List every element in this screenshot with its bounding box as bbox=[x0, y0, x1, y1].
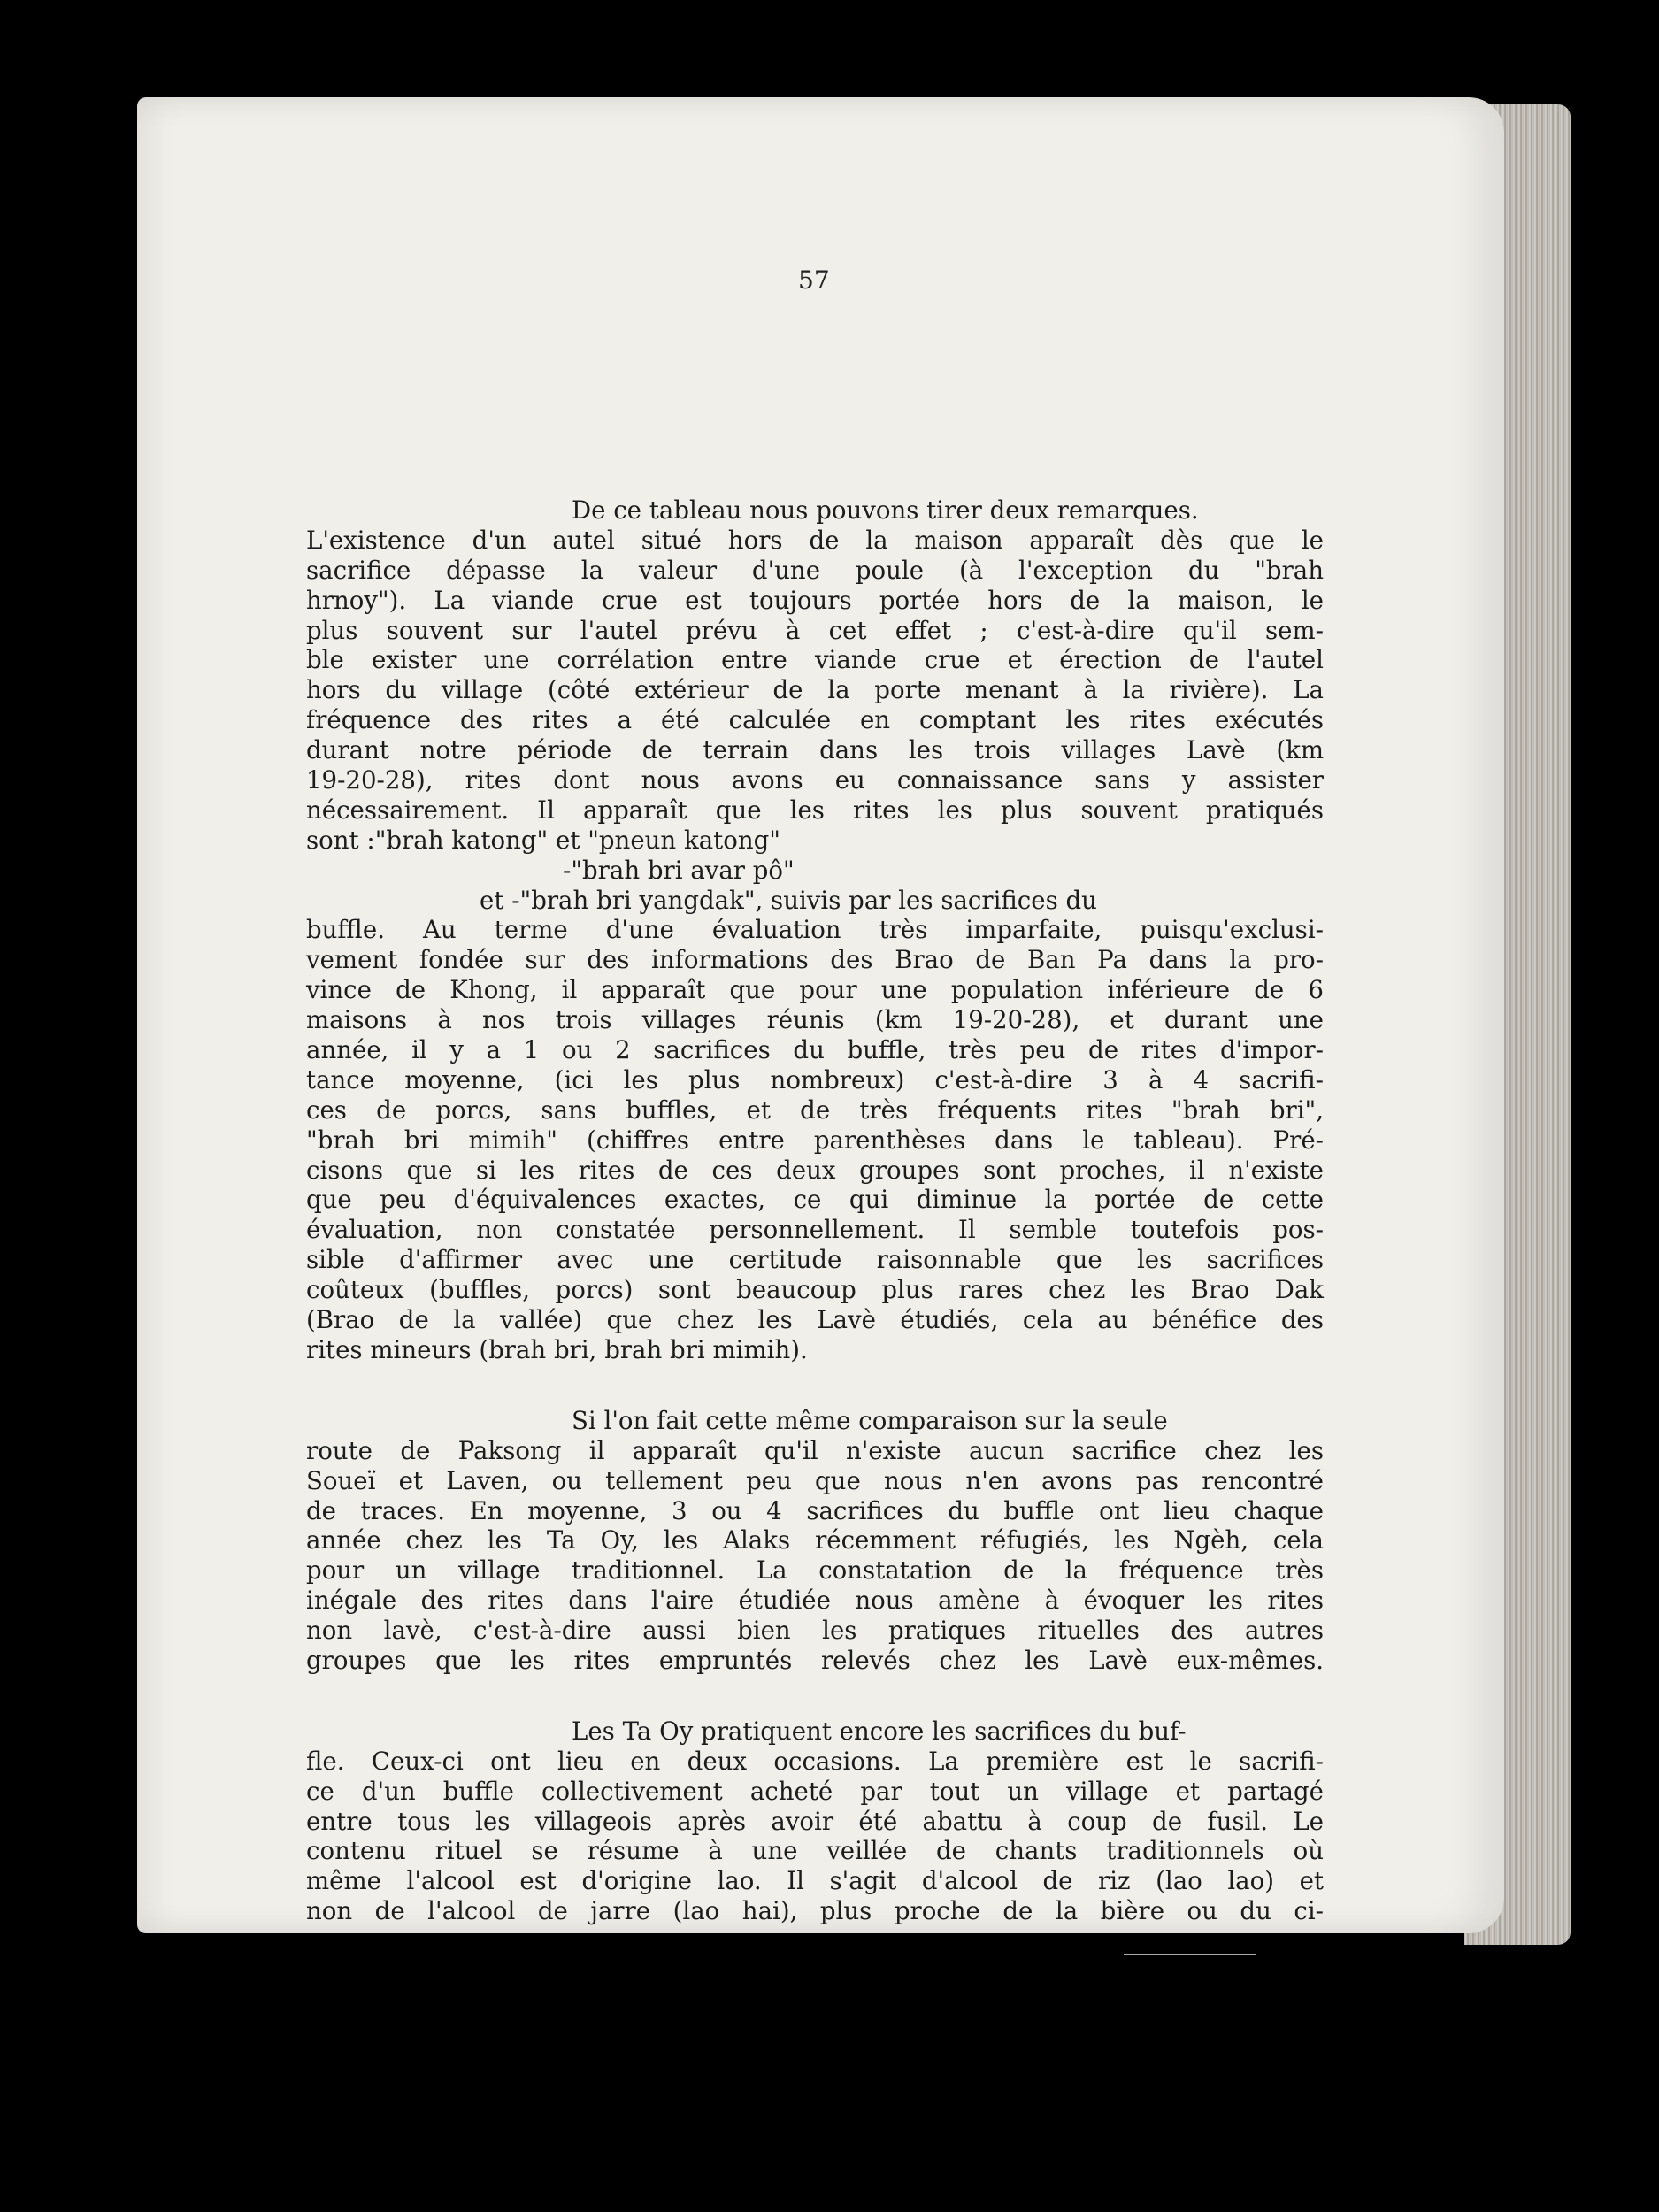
text-line: (Brao de la vallée) que chez les Lavè étudiés, cela au bénéfice des bbox=[306, 1305, 1324, 1335]
text-line: Soueï et Laven, ou tellement peu que nous n'en avons pas rencontré bbox=[306, 1465, 1324, 1495]
text-line: plus souvent sur l'autel prévu à cet effet ; c'est-à-dire qu'il sem- bbox=[306, 615, 1324, 645]
text-line: coûteux (buffles, porcs) sont beaucoup plus rares chez les Brao Dak bbox=[306, 1275, 1324, 1305]
text-line: vince de Khong, il apparaît que pour une population inférieure de 6 bbox=[306, 975, 1324, 1005]
text-line: non lavè, c'est-à-dire aussi bien les pratiques rituelles des autres bbox=[306, 1616, 1324, 1646]
paragraph-3 bbox=[306, 1717, 1324, 1926]
text-line: que peu d'équivalences exactes, ce qui diminue la portée de cette bbox=[306, 1185, 1324, 1215]
text-line: contenu rituel se résume à une veillée de chants traditionnels où bbox=[306, 1836, 1324, 1866]
text-line: non de l'alcool de jarre (lao hai), plus proche de la bière ou du ci- bbox=[306, 1896, 1324, 1926]
text-line: entre tous les villageois après avoir été abattu à coup de fusil. Le bbox=[306, 1806, 1324, 1836]
text-line: maisons à nos trois villages réunis (km 19-20-28), et durant une bbox=[306, 1005, 1324, 1035]
text-line: sible d'affirmer avec une certitude raisonnable que les sacrifices bbox=[306, 1245, 1324, 1275]
text-line: de traces. En moyenne, 3 ou 4 sacrifices du buffle ont lieu chaque bbox=[306, 1495, 1324, 1525]
text-line: hrnoy"). La viande crue est toujours portée hors de la maison, le bbox=[306, 585, 1324, 615]
text-line: Les Ta Oy pratiquent encore les sacrifices du buf- bbox=[572, 1716, 1187, 1746]
text-line: fréquence des rites a été calculée en comptant les rites exécutés bbox=[306, 705, 1324, 735]
text-line: sont :"brah katong" et "pneun katong" bbox=[306, 825, 780, 855]
text-line: année chez les Ta Oy, les Alaks récemment réfugiés, les Ngèh, cela bbox=[306, 1525, 1324, 1555]
paragraph-1 bbox=[306, 495, 1324, 1365]
text-line: route de Paksong il apparaît qu'il n'existe aucun sacrifice chez les bbox=[306, 1435, 1324, 1465]
paragraph-gap bbox=[306, 1676, 1324, 1717]
text-line: fle. Ceux-ci ont lieu en deux occasions. La première est le sacrifi- bbox=[306, 1746, 1324, 1776]
text-line: ce d'un buffle collectivement acheté par tout un village et partagé bbox=[306, 1776, 1324, 1806]
text-line: 19-20-28), rites dont nous avons eu connaissance sans y assister bbox=[306, 765, 1324, 795]
page-number: 57 bbox=[798, 265, 830, 295]
text-line: buffle. Au terme d'une évaluation très imparfaite, puisqu'exclusi- bbox=[306, 915, 1324, 945]
text-line: De ce tableau nous pouvons tirer deux remarques. bbox=[572, 495, 1199, 525]
text-line: évaluation, non constatée personnellement. Il semble toutefois pos- bbox=[306, 1215, 1324, 1245]
text-line: durant notre période de terrain dans les trois villages Lavè (km bbox=[306, 735, 1324, 765]
text-line: année, il y a 1 ou 2 sacrifices du buffle, très peu de rites d'impor- bbox=[306, 1035, 1324, 1065]
text-line: cisons que si les rites de ces deux groupes sont proches, il n'existe bbox=[306, 1155, 1324, 1185]
text-line: nécessairement. Il apparaît que les rites les plus souvent pratiqués bbox=[306, 795, 1324, 825]
text-line: ces de porcs, sans buffles, et de très fréquents rites "brah bri", bbox=[306, 1094, 1324, 1125]
text-line: tance moyenne, (ici les plus nombreux) c'est-à-dire 3 à 4 sacrifi- bbox=[306, 1064, 1324, 1094]
text-line: groupes que les rites empruntés relevés chez les Lavè eux-mêmes. bbox=[306, 1645, 1324, 1675]
paragraph-gap bbox=[306, 1365, 1324, 1406]
body-text bbox=[306, 495, 1324, 1926]
text-line: vement fondée sur des informations des Brao de Ban Pa dans la pro- bbox=[306, 945, 1324, 975]
text-line: L'existence d'un autel situé hors de la maison apparaît dès que le bbox=[306, 525, 1324, 555]
text-line: ble exister une corrélation entre viande crue et érection de l'autel bbox=[306, 645, 1324, 675]
text-line: -"brah bri avar pô" bbox=[563, 855, 795, 885]
paragraph-2 bbox=[306, 1406, 1324, 1676]
text-line: et -"brah bri yangdak", suivis par les sacrifices du bbox=[480, 885, 1097, 915]
text-line: "brah bri mimih" (chiffres entre parenthèses dans le tableau). Pré- bbox=[306, 1125, 1324, 1155]
text-line: Si l'on fait cette même comparaison sur la seule bbox=[572, 1405, 1168, 1435]
text-line: pour un village traditionnel. La constatation de la fréquence très bbox=[306, 1555, 1324, 1586]
text-line: sacrifice dépasse la valeur d'une poule (à l'exception du "brah bbox=[306, 555, 1324, 585]
text-line: même l'alcool est d'origine lao. Il s'agit d'alcool de riz (lao lao) et bbox=[306, 1866, 1324, 1896]
footnote-rule bbox=[1124, 1954, 1256, 1955]
text-line: inégale des rites dans l'aire étudiée nous amène à évoquer les rites bbox=[306, 1586, 1324, 1616]
text-line: rites mineurs (brah bri, brah bri mimih). bbox=[306, 1334, 808, 1364]
text-line: hors du village (côté extérieur de la porte menant à la rivière). La bbox=[306, 675, 1324, 705]
